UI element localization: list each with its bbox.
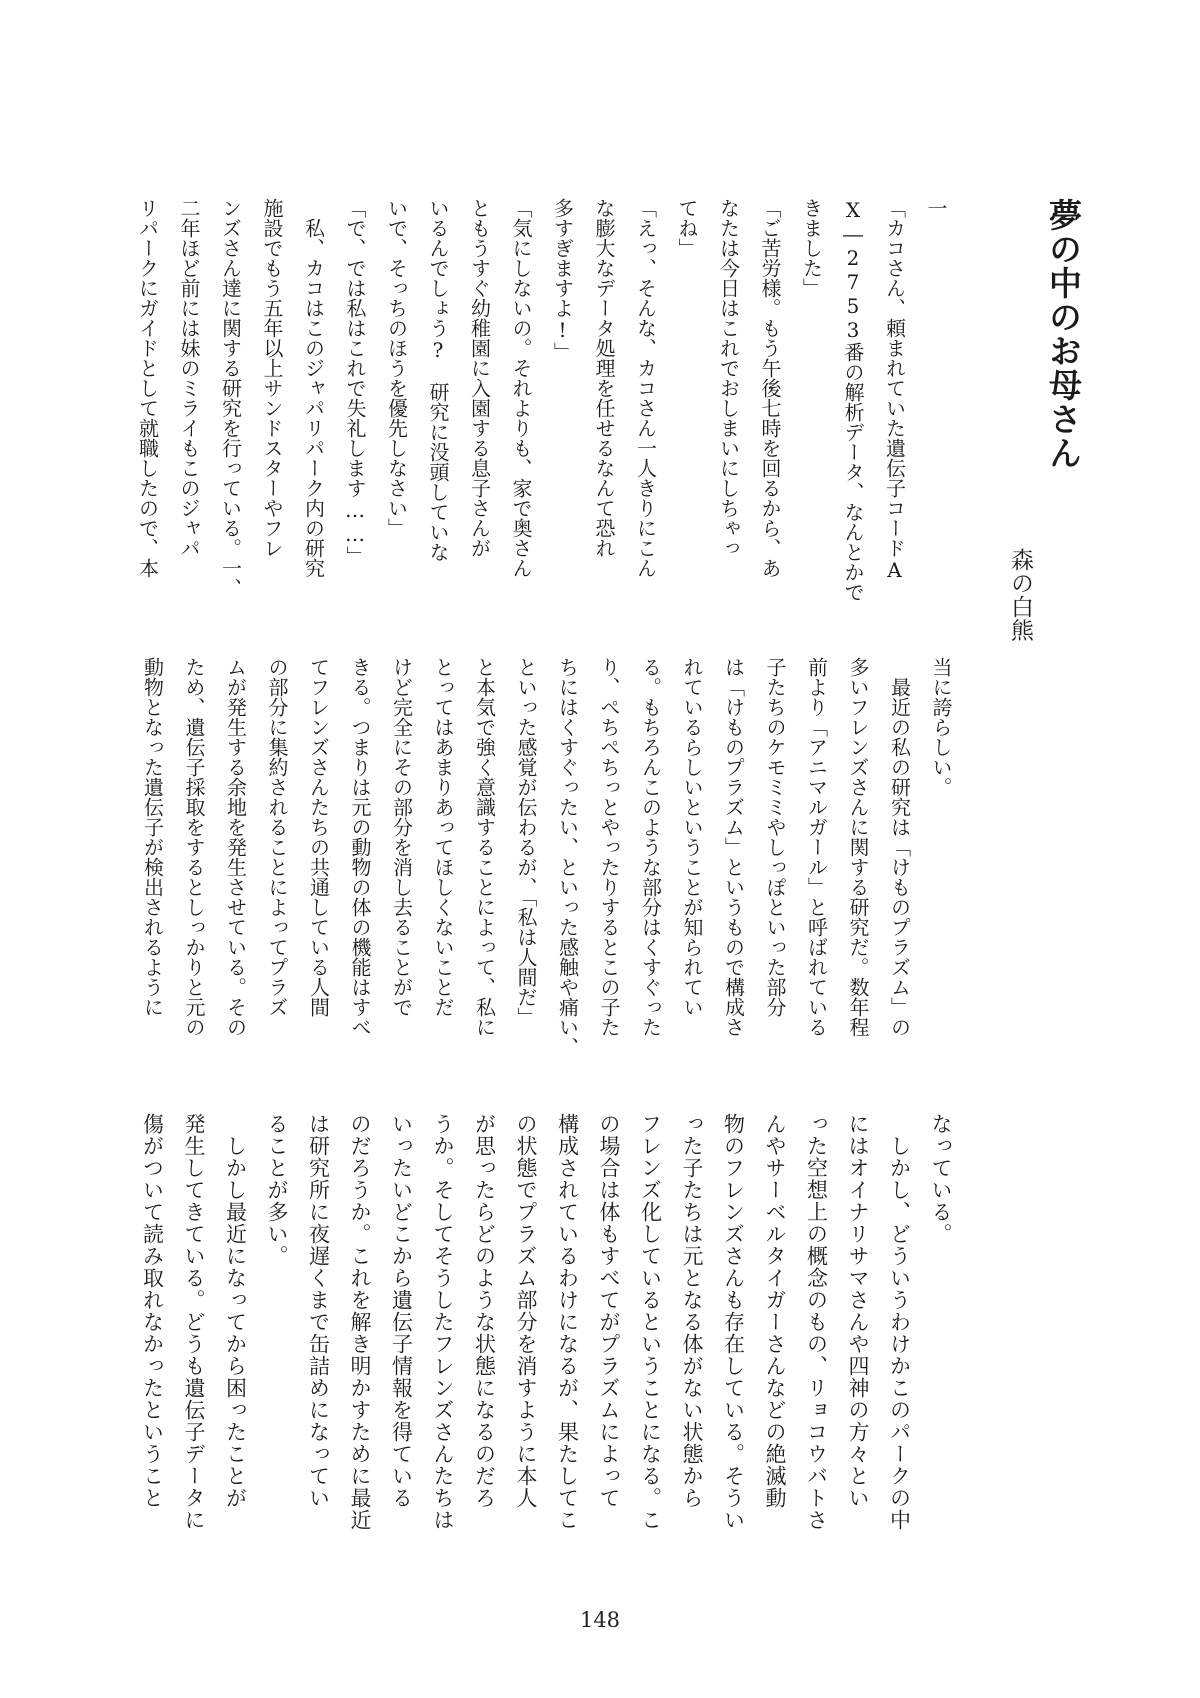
text-column: いで、そっちのほうを優先しなさい」 <box>384 198 409 538</box>
text-column: ムが発生する余地を発生させている。その <box>223 657 248 1037</box>
text-column: った子たちは元となる体がない状態から <box>680 1113 704 1509</box>
text-band-middle <box>130 657 961 1057</box>
text-column: ため、遺伝子採取をするとしっかりと元の <box>182 657 206 1037</box>
text-column: 一 <box>924 198 948 218</box>
page-number: 148 <box>579 1608 621 1632</box>
text-column: うか。そしてそうしたフレンズさんたちは <box>431 1113 455 1531</box>
text-column: しかし最近になってから困ったことが <box>223 1113 248 1509</box>
text-column: と本気で強く意識することによって、私に <box>472 657 497 1037</box>
text-column: る。もちろんこのような部分はくすぐった <box>638 657 663 1037</box>
text-column: 子たちのケモミミやしっぽといった部分 <box>763 657 787 1017</box>
text-column: 発生してきている。どうも遺伝子データに <box>182 1113 206 1531</box>
text-column: な膨大なデータ処理を任せるなんて恐れ <box>592 198 616 558</box>
text-column: 「ご苦労様。もう午後七時を回るから、あ <box>758 198 782 578</box>
text-column: ることが多い。 <box>265 1113 289 1267</box>
text-column: 前より「アニマルガール」と呼ばれている <box>804 657 829 1037</box>
text-column: 「えっ、そんな、カコさん一人きりにこん <box>633 198 658 578</box>
text-column: は研究所に夜遅くまで缶詰めになってい <box>306 1113 331 1509</box>
text-column: 動物となった遺伝子が検出されるように <box>140 657 165 1017</box>
text-band-top <box>125 198 956 602</box>
text-column: ともうすぐ幼稚園に入園する息子さんが <box>467 198 492 558</box>
text-column: 物のフレンズさんも存在している。そうい <box>721 1113 746 1531</box>
text-column: れているらしいということが知られてい <box>680 657 704 1017</box>
text-column: の場合は体もすべてがプラズムによって <box>597 1113 621 1509</box>
text-column: といった感覚が伝わるが、「私は人間だ」 <box>514 657 538 1027</box>
text-column: ンズさん達に関する研究を行っている。一、 <box>218 198 243 598</box>
text-column: の状態でプラズム部分を消すように本人 <box>514 1113 538 1509</box>
text-column: けど完全にその部分を消し去ることがで <box>389 657 414 1017</box>
text-column: きました」 <box>799 198 824 298</box>
text-column: は「けものプラズム」というもので構成さ <box>721 657 746 1037</box>
text-column: 当に誇らしい。 <box>929 657 953 797</box>
text-column: とってはあまりあってほしくないことだ <box>431 657 455 1017</box>
text-column: 多すぎますよ!」 <box>550 198 575 362</box>
text-column: にはオイナリサマさんや四神の方々とい <box>846 1113 870 1509</box>
text-column: のだろうか。これを解き明かすために最近 <box>348 1113 372 1531</box>
text-column: 私、カコはこのジャパリパーク内の研究 <box>301 198 326 578</box>
text-column: 施設でもう五年以上サンドスターやフレ <box>260 198 284 558</box>
text-column: んやサーベルタイガーさんなどの絶滅動 <box>763 1113 787 1509</box>
text-column: が思ったらどのような状態になるのだろ <box>472 1113 497 1509</box>
text-column: 多いフレンズさんに関する研究だ。数年程 <box>846 657 870 1037</box>
page-title: 夢の中のお母さん <box>1044 198 1083 470</box>
text-band-bottom <box>130 1113 961 1535</box>
text-column: 最近の私の研究は「けものプラズム」の <box>887 657 912 1037</box>
text-column: リパークにガイドとして就職したので、本 <box>135 198 160 578</box>
text-column: なたは今日はこれでおしまいにしちゃっ <box>716 198 741 558</box>
text-column: てフレンズさんたちの共通している人間 <box>306 657 331 1017</box>
text-column: 「で、では私はこれで失礼します……」 <box>343 198 367 566</box>
text-column: しかし、どういうわけかこのパークの中 <box>887 1113 912 1531</box>
text-column: 構成されているわけになるが、果たしてこ <box>555 1113 580 1531</box>
text-column: いったいどこから遺伝子情報を得ている <box>389 1113 414 1509</box>
text-column: 二年ほど前には妹のミライもこのジャパ <box>177 198 201 558</box>
author-name: 森の白熊 <box>1007 548 1033 642</box>
text-column: てね」 <box>675 198 699 258</box>
text-column: の部分に集約されることによってプラズ <box>265 657 289 1017</box>
text-column: なっている。 <box>929 1113 953 1245</box>
text-column: いるんでしょう? 研究に没頭していな <box>426 198 450 562</box>
text-column: った空想上の概念のもの、リョコウバトさ <box>804 1113 829 1531</box>
text-column: 「カコさん、頼まれていた遺伝子コードA <box>882 198 907 582</box>
text-column: 「気にしないの。それよりも、家で奥さん <box>509 198 533 578</box>
text-column: ちにはくすぐったい、といった感触や痛い、 <box>555 657 580 1057</box>
text-column: きる。つまりは元の動物の体の機能はすべ <box>348 657 372 1037</box>
text-column: 傷がついて読み取れなかったということ <box>140 1113 165 1509</box>
text-column: り、ぺちぺちっとやったりするとこの子た <box>597 657 621 1037</box>
text-column: フレンズ化しているということになる。こ <box>638 1113 663 1531</box>
text-column: X―2753番の解析データ、なんとかで <box>841 198 865 602</box>
